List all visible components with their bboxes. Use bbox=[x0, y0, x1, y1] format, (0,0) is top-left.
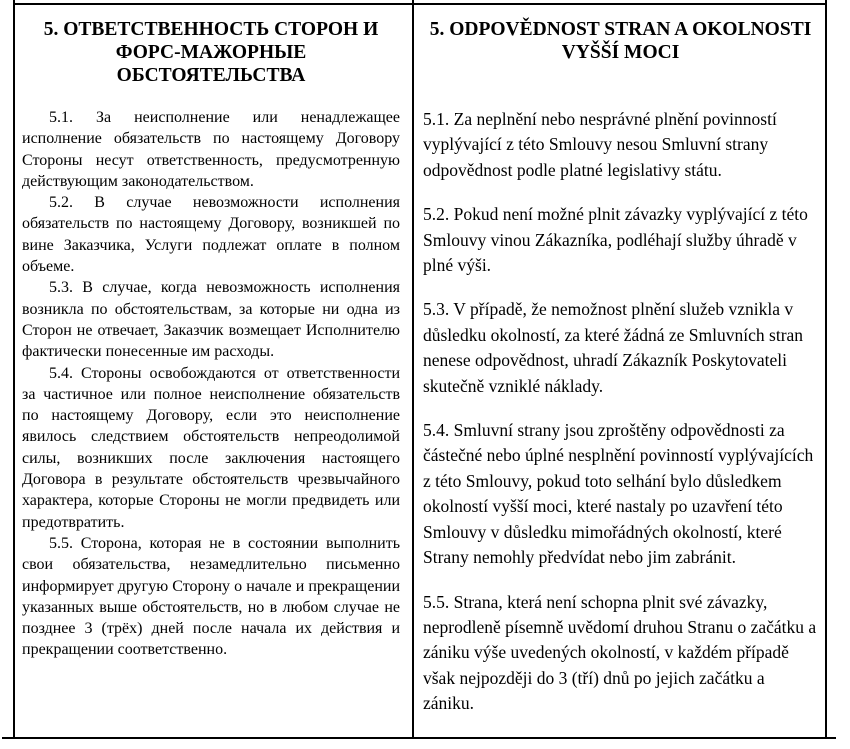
heading-line: ОБСТОЯТЕЛЬСТВА bbox=[116, 65, 306, 86]
clause-5-5-czech: 5.5. Strana, která není schopna plnit své závazky, neprodleně písemně uvědomí druhou Stranu o začátku a zániku výše uvedených okolností, v každém případě však nejpozději do 3 (tří) dnů po jejich začátku a zániku. bbox=[423, 591, 817, 714]
heading-line: 5. ОТВЕТСТВЕННОСТЬ СТОРОН И bbox=[43, 19, 379, 40]
heading-line: 5. ODPOVĚDNOST STRAN A OKOLNOSTI bbox=[429, 19, 812, 40]
column-czech bbox=[423, 5, 818, 736]
clause-5-3-czech: 5.3. V případě, že nemožnost plnění služeb vznikla v důsledku okolností, za které žádná ze Smluvních stran nenese odpovědnost, uhradí Zákazník Poskytovateli skutečně vzniklé náklady. bbox=[423, 299, 804, 396]
clause-5-2-czech: 5.2. Pokud není možné plnit závazky vyplývající z této Smlouvy vinou Zákazníka, podléhají služby úhradě v plné výši. bbox=[423, 204, 808, 276]
section-heading-russian bbox=[22, 18, 400, 87]
column-divider bbox=[412, 0, 414, 738]
clause-5-2-russian: 5.2. В случае невозможности исполнения обязательств по настоящему Договору, возникшей по вине Заказчика, Услуги подлежат оплате в полном объеме. bbox=[22, 194, 400, 276]
table-border-right bbox=[825, 0, 827, 738]
clause-5-1-czech: 5.1. Za neplnění nebo nesprávné plnění povinností vyplývající z této Smlouvy nesou Smluvní strany odpovědnost podle platné legislativy státu. bbox=[423, 109, 777, 180]
table-border-bottom bbox=[2, 737, 836, 739]
clause-5-5-russian: 5.5. Сторона, которая не в состоянии выполнить свои обязательства, незамедлительно письменно информирует другую Сторону о начале и прекращении указанных выше обстоятельств, но в любом случае не позднее 3 (трёх) дней после начала их действия и прекращении соответственно. bbox=[22, 534, 400, 659]
column-russian bbox=[22, 5, 400, 661]
clause-5-1-russian: 5.1. За неисполнение или ненадлежащее исполнение обязательств по настоящему Договору Стороны несут ответственность, предусмотренную действующим законодательством. bbox=[22, 109, 400, 190]
clause-5-4-russian: 5.4. Стороны освобождаются от ответственности за частичное или полное неисполнение обязательств по настоящему Договору, если это неисполнение явилось следствием обстоятельств непреодолимой силы, возникших после заключения настоящего Договора в результате обстоятельств чрезвычайного характера, которые Стороны не могли предвидеть или предотвратить. bbox=[22, 364, 400, 531]
clause-5-4-czech: 5.4. Smluvní strany jsou zproštěny odpovědnosti za částečné nebo úplné nesplnění povinností vyplývajících z této Smlouvy, pokud toto selhání bylo důsledkem okolností vyšší moci, které nastaly po uzavření této Smlouvy v důsledku mimořádných okolností, které Strany nemohly předvídat nebo jim zabránit. bbox=[423, 420, 814, 568]
heading-line: ФОРС-МАЖОРНЫЕ bbox=[115, 42, 307, 63]
section-heading-czech bbox=[423, 18, 818, 64]
clause-5-3-russian: 5.3. В случае, когда невозможность исполнения возникла по обстоятельствам, за которые ни одна из Сторон не отвечает, Заказчик возмещает Исполнителю фактически понесенные им расходы. bbox=[22, 279, 400, 361]
table-border-left bbox=[13, 0, 15, 738]
table-border-top bbox=[15, 3, 825, 5]
heading-line: VYŠŠÍ MOCI bbox=[561, 42, 680, 63]
